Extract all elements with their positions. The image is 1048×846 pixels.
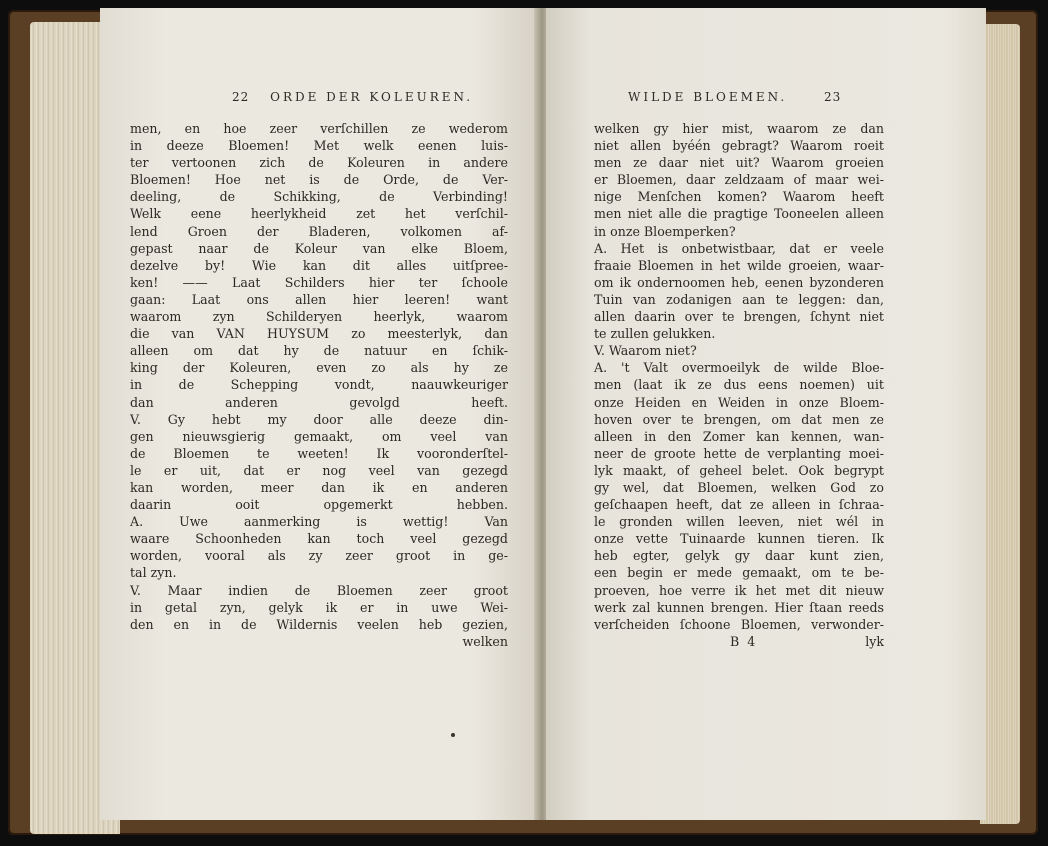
text-line: V. Waarom niet? — [594, 343, 697, 359]
text-line: fraaie Bloemen in het wilde groeien, waar- — [594, 257, 884, 273]
text-line: A. Het is onbetwistbaar, dat er veele — [594, 240, 884, 256]
text-line: Tuin van zodanigen aan te leggen: dan, — [594, 291, 884, 307]
text-line: V. Gy hebt my door alle deeze din- — [130, 411, 508, 427]
right-page-number: 23 — [824, 90, 842, 104]
text-line: A. 't Valt overmoeilyk de wilde Bloe- — [594, 360, 884, 376]
text-line: hoven over te brengen, om dat men ze — [594, 411, 884, 427]
right-page-stack — [980, 24, 1020, 824]
left-page-text — [130, 120, 508, 650]
text-line: proeven, hoe verre ik het met dit nieuw — [594, 582, 884, 598]
text-line: gen nieuwsgierig gemaakt, om veel van — [130, 428, 508, 444]
right-running-head: WILDE BLOEMEN. — [628, 90, 788, 104]
text-line: gy wel, dat Bloemen, welken God zo — [594, 479, 884, 495]
signature-mark: B 4 — [730, 633, 758, 649]
left-running-head: ORDE DER KOLEUREN. — [270, 90, 474, 104]
text-line: A. Uwe aanmerking is wettig! Van — [130, 514, 508, 530]
text-line: in getal zyn, gelyk ik er in uwe Wei- — [130, 599, 508, 615]
text-line: om ik ondernoomen heb, eenen byzonderen — [594, 274, 884, 290]
text-line: Bloemen! Hoe net is de Orde, de Ver- — [130, 172, 508, 188]
text-line: gepast naar de Koleur van elke Bloem, — [130, 240, 508, 256]
text-line: gaan: Laat ons allen hier leeren! want — [130, 291, 508, 307]
right-page-header — [628, 90, 841, 104]
text-line: worden, vooral als zy zeer groot in ge- — [130, 548, 508, 564]
text-line: men (laat ik ze dus eens noemen) uit — [594, 377, 884, 393]
text-line: een begin er mede gemaakt, om te be- — [594, 565, 884, 581]
text-line: de Bloemen te weeten! Ik vooronderſtel- — [130, 445, 508, 461]
text-line: ken! —— Laat Schilders hier ter ſchoole — [130, 274, 508, 290]
text-line: waarom zyn Schilderyen heerlyk, waarom — [130, 309, 508, 325]
text-line: lend Groen der Bladeren, volkomen af- — [130, 223, 508, 239]
text-line: waare Schoonheden kan toch veel gezegd — [130, 531, 508, 547]
text-line: Welk eene heerlykheid zet het verſchil- — [130, 206, 508, 222]
text-line: le er uit, dat er nog veel van gezegd — [130, 462, 508, 478]
text-line: V. Maar indien de Bloemen zeer groot — [130, 582, 508, 598]
text-line: tal zyn. — [130, 565, 177, 581]
text-line: kan worden, meer dan ik en anderen — [130, 479, 508, 495]
left-page-number: 22 — [232, 90, 250, 104]
text-line: geſchaapen heeft, dat ze alleen in ſchraa- — [594, 497, 884, 513]
text-line: men ze daar niet uit? Waarom groeien — [594, 155, 884, 171]
text-line: in de Schepping vondt, naauwkeuriger — [130, 377, 508, 393]
text-line: in onze Bloemperken? — [594, 223, 736, 239]
right-page-text — [594, 120, 884, 650]
text-line: die van VAN HUYSUM zo meesterlyk, dan — [130, 326, 508, 342]
text-line: king der Koleuren, even zo als hy ze — [130, 360, 508, 376]
text-line: onze Heiden en Weiden in onze Bloem- — [594, 394, 884, 410]
text-line: men, en hoe zeer verſchillen ze wederom — [130, 121, 508, 136]
text-line: allen daarin over te brengen, ſchynt niet — [594, 309, 884, 325]
ink-speck — [451, 733, 455, 737]
text-line: niet allen byéén gebragt? Waarom roeit — [594, 138, 884, 154]
text-line: verſcheiden ſchoone Bloemen, verwonder- — [594, 616, 884, 632]
text-line: men niet alle die pragtige Tooneelen alleen — [594, 206, 884, 222]
text-line: lyk maakt, of geheel belet. Ook begrypt — [594, 462, 884, 478]
text-line: neer de groote hette de verplanting moei- — [594, 445, 884, 461]
text-line: dan anderen gevolgd heeft. — [130, 394, 508, 410]
text-line: welken — [462, 633, 508, 649]
text-line: le gronden willen leeven, niet wél in — [594, 514, 884, 530]
text-line: heb egter, gelyk gy daar kunt zien, — [594, 548, 884, 564]
text-line: werk zal kunnen brengen. Hier ſtaan reeds — [594, 599, 884, 615]
text-line: deeling, de Schikking, de Verbinding! — [130, 189, 508, 205]
text-line: alleen om dat hy de natuur en ſchik- — [130, 343, 508, 359]
text-line: den en in de Wildernis veelen heb gezien, — [130, 616, 508, 632]
text-line: onze vette Tuinaarde kunnen tieren. Ik — [594, 531, 884, 547]
catchword: lyk — [865, 633, 884, 649]
text-line: nige Menſchen komen? Waarom heeft — [594, 189, 884, 205]
text-line: alleen in den Zomer kan kennen, wan- — [594, 428, 884, 444]
text-line: welken gy hier mist, waarom ze dan — [594, 121, 884, 136]
text-line: ter vertoonen zich de Koleuren in andere — [130, 155, 508, 171]
text-line: te zullen gelukken. — [594, 326, 716, 342]
text-line: er Bloemen, daar zeldzaam of maar wei- — [594, 172, 884, 188]
text-line: in deeze Bloemen! Met welk eenen luis- — [130, 138, 508, 154]
text-line: daarin ooit opgemerkt hebben. — [130, 497, 508, 513]
page-footer — [594, 633, 884, 650]
left-page-header — [232, 90, 473, 104]
text-line: dezelve by! Wie kan dit alles uitſpree- — [130, 257, 508, 273]
